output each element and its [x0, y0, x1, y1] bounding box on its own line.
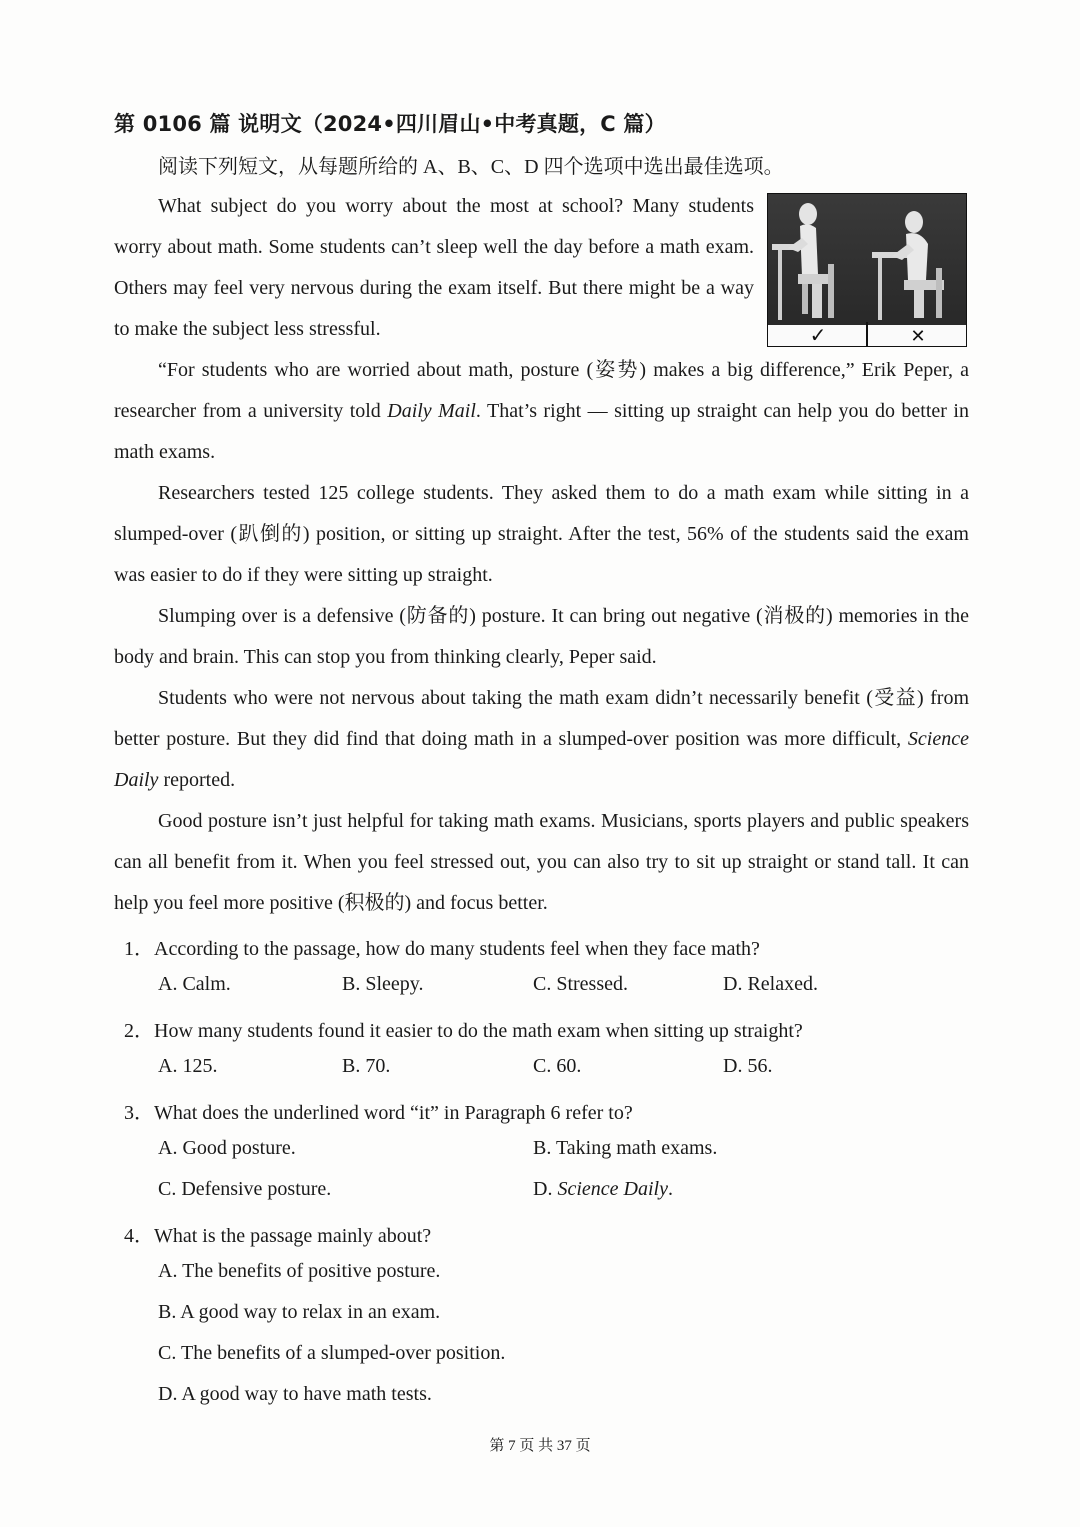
passage-body — [114, 350, 969, 924]
check-icon: ✓ — [809, 323, 827, 346]
question-3-stem: 3．What does the underlined word “it” in Paragraph 6 refer to? — [124, 1102, 633, 1124]
question-2-option-a: A. 125. — [158, 1055, 218, 1077]
question-4-option-d: D. A good way to have math tests. — [158, 1383, 432, 1405]
page-number: 第 7 页 共 37 页 — [489, 1438, 591, 1454]
paragraph-2-text-a: “For students who are worried about math, posture (姿势) makes a big difference,” Erik Peper, a researcher from a university told — [114, 359, 969, 422]
question-1-stem: 1．According to the passage, how do many students feel when they face math? — [124, 938, 760, 960]
question-4-option-b: B. A good way to relax in an exam. — [158, 1301, 441, 1323]
section-title: 第 0106 篇 说明文（2024•四川眉山•中考真题，C 篇） — [114, 112, 666, 136]
question-2-option-b: B. 70. — [342, 1055, 391, 1077]
paragraph-3: Researchers tested 125 college students. They asked them to do a math exam while sitting in a slumped-over (趴倒的) position, or sitting up straight. After the test, 56% of the students said the exam was easier to do if they were sitting up straight. — [114, 482, 969, 586]
question-4-option-c: C. The benefits of a slumped-over position. — [158, 1342, 506, 1364]
paragraph-6: Good posture isn’t just helpful for taking math exams. Musicians, sports players and public speakers can all benefit from it. When you feel stressed out, you can also try to sit up straight or stand tall. It can help you feel more positive (积极的) and focus better. — [114, 810, 969, 914]
question-3-option-c: C. Defensive posture. — [158, 1178, 332, 1200]
question-3-option-b: B. Taking math exams. — [533, 1137, 718, 1159]
paragraph-1-text: What subject do you worry about the most at school? Many students worry about math. Some students can’t sleep well the day before a math exam. Others may feel very nervous during the exam itself. But there might be a way to make the subject less stressful. — [114, 195, 754, 340]
question-1-option-d: D. Relaxed. — [723, 973, 818, 995]
question-1-option-b: B. Sleepy. — [342, 973, 424, 995]
paragraph-4: Slumping over is a defensive (防备的) posture. It can bring out negative (消极的) memories in the body and brain. This can stop you from thinking clearly, Peper said. — [114, 605, 969, 668]
question-4-stem: 4．What is the passage mainly about? — [124, 1225, 432, 1247]
paragraph-2 — [114, 350, 969, 473]
question-1-option-c: C. Stressed. — [533, 973, 628, 995]
question-2-option-c: C. 60. — [533, 1055, 582, 1077]
cross-icon: ✕ — [910, 326, 926, 346]
paragraph-5-source: Science Daily — [114, 728, 969, 791]
question-3-option-d-letter: D. — [533, 1178, 558, 1200]
question-3-option-d-tail: . — [667, 1178, 673, 1200]
question-2-option-d: D. 56. — [723, 1055, 773, 1077]
question-3-option-a: A. Good posture. — [158, 1137, 296, 1159]
question-3-option-d — [533, 1178, 673, 1201]
question-4-option-a: A. The benefits of positive posture. — [158, 1260, 441, 1282]
question-3-option-d-source: Science Daily — [557, 1178, 668, 1200]
instruction-text: 阅读下列短文，从每题所给的 A、B、C、D 四个选项中选出最佳选项。 — [158, 156, 784, 178]
paragraph-2-source: Daily Mail — [387, 400, 476, 422]
question-1-option-a: A. Calm. — [158, 973, 231, 995]
question-2-stem: 2．How many students found it easier to do the math exam when sitting up straight? — [124, 1020, 803, 1042]
paragraph-5-text-a: Students who were not nervous about taking the math exam didn’t necessarily benefit (受益) from better posture. But they did find that doing math in a slumped-over position was more difficult, — [114, 687, 969, 750]
paragraph-2-text-b: . That’s right — sitting up straight can help you do better in math exams. — [114, 400, 969, 463]
posture-figure — [768, 194, 966, 346]
paragraph-5-text-b: reported. — [158, 769, 236, 791]
paragraph-5 — [114, 678, 969, 801]
posture-illustration — [767, 193, 967, 347]
paragraph-1 — [114, 186, 754, 350]
